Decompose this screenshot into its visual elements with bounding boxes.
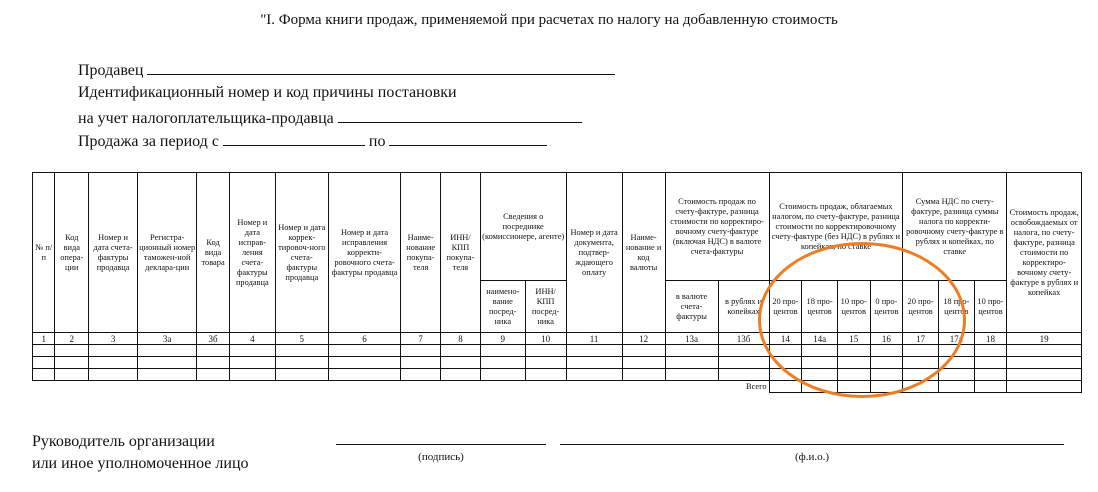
col-header-18: 10 про-центов (974, 281, 1007, 333)
col-header-14a: 18 про-центов (802, 281, 838, 333)
col-header-6: Номер и дата исправления корректи-ровочного счета-фактуры продавца (328, 173, 400, 333)
col-header-4: Номер и дата исправ-ления счета-фактуры продавца (229, 173, 275, 333)
col-header-2: Код вида опера-ции (55, 173, 89, 333)
col-num: 11 (566, 333, 622, 345)
form-title: "I. Форма книги продаж, применяемой при расчетах по налогу на добавленную стоимость (260, 12, 838, 28)
inn-label-line1: Идентификационный номер и код причины постановки (78, 84, 457, 101)
col-num: 7 (401, 333, 441, 345)
table-row (33, 345, 1082, 357)
col-num: 1 (33, 333, 55, 345)
col-num: 18 (974, 333, 1007, 345)
col-header-14: 20 про-центов (769, 281, 802, 333)
inn-field[interactable] (338, 108, 582, 123)
fio-field[interactable] (560, 444, 1064, 445)
col-num: 14а (802, 333, 838, 345)
col-num: 17а (938, 333, 974, 345)
inn-line (78, 108, 582, 128)
col-num: 2 (55, 333, 89, 345)
header-row-1 (33, 173, 1082, 281)
head-label-line2: или иное уполномоченное лицо (32, 455, 249, 472)
column-number-row (33, 333, 1082, 345)
sales-book-table (32, 172, 1082, 393)
col-num: 10 (525, 333, 566, 345)
col-num: 16 (870, 333, 903, 345)
col-group-14-16: Стоимость продаж, облагаемых налогом, по счету-фактуре, разница стоимости по корректировочному счету-фактуре (без НДС) в рублях и копейках, по ставке (769, 173, 903, 281)
period-line (78, 131, 547, 151)
fio-caption: (ф.и.о.) (794, 451, 830, 463)
col-num: 6 (328, 333, 400, 345)
col-header-13b: в рублях и копейках (718, 281, 769, 333)
col-header-8: ИНН/ КПП покупа-теля (441, 173, 481, 333)
col-num: 14 (769, 333, 802, 345)
seller-field[interactable] (147, 60, 615, 75)
col-num: 4 (229, 333, 275, 345)
col-header-3b: Код вида товара (197, 173, 230, 333)
inn-label-line2: на учет налогоплательщика-продавца (78, 110, 334, 127)
head-label-line1: Руководитель организации (32, 433, 215, 450)
col-group-13: Стоимость продаж по счету-фактуре, разница стоимости по корректиро-вочному счету-фактуре (включая НДС) в валюте счета-фактуры (665, 173, 769, 281)
col-num: 3б (197, 333, 230, 345)
col-header-17: 20 про-центов (903, 281, 939, 333)
table-row (33, 369, 1082, 381)
total-row (33, 381, 1082, 393)
table-row (33, 357, 1082, 369)
period-from-label: Продажа за период с (78, 133, 219, 150)
col-num: 3а (138, 333, 197, 345)
col-header-16: 0 про-центов (870, 281, 903, 333)
col-header-12: Наиме-нование и код валюты (622, 173, 665, 333)
col-num: 3 (89, 333, 138, 345)
seller-line (78, 60, 615, 80)
col-header-17a: 18 про-центов (938, 281, 974, 333)
col-num: 17 (903, 333, 939, 345)
col-group-9-10: Сведения о посреднике (комиссионере, агенте) (480, 173, 566, 281)
seller-label: Продавец (78, 62, 144, 79)
period-from-field[interactable] (223, 131, 365, 146)
col-header-1: № п/п (33, 173, 55, 333)
total-label: Всего (33, 381, 770, 393)
period-to-field[interactable] (389, 131, 547, 146)
col-header-11: Номер и дата документа, подтвер-ждающего оплату (566, 173, 622, 333)
col-num: 15 (837, 333, 870, 345)
col-header-15: 10 про-центов (837, 281, 870, 333)
col-header-19: Стоимость продаж, освобождаемых от налога, по счету-фактуре, разница стоимости по корректиро-вочному счету-фактуре в рублях и копейках (1007, 173, 1082, 333)
col-header-10: ИНН/ КПП посред-ника (525, 281, 566, 333)
col-num: 5 (275, 333, 328, 345)
col-num: 8 (441, 333, 481, 345)
col-header-9: наимено-вание посред-ника (480, 281, 525, 333)
col-header-5: Номер и дата коррек-тировоч-ного счета-фактуры продавца (275, 173, 328, 333)
period-to-label: по (368, 133, 386, 150)
col-header-7: Наиме-нование покупа-теля (401, 173, 441, 333)
col-header-3a: Регистра-ционный номер таможен-ной деклара-ции (138, 173, 197, 333)
col-num: 12 (622, 333, 665, 345)
signature-caption: (подпись) (418, 451, 464, 463)
col-header-3: Номер и дата счета-фактуры продавца (89, 173, 138, 333)
col-group-17-18: Сумма НДС по счету-фактуре, разница суммы налога по корректи-ровочному счету-фактуре в рублях и копейках, по ставке (903, 173, 1007, 281)
col-num: 19 (1007, 333, 1082, 345)
col-num: 13б (718, 333, 769, 345)
col-header-13a: в валюте счета-фактуры (665, 281, 718, 333)
signature-field[interactable] (336, 444, 546, 445)
col-num: 13а (665, 333, 718, 345)
col-num: 9 (480, 333, 525, 345)
